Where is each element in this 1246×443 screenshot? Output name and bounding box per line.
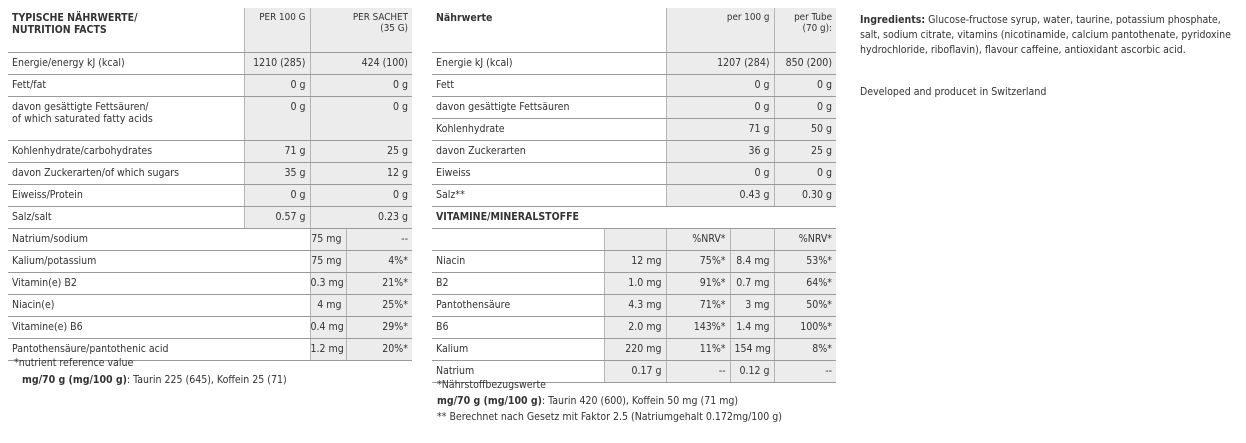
table-row: B2 1.0 mg 91%* 0.7 mg 64%* [432, 272, 836, 294]
table-row: Kohlenhydrate 71 g 50 g [432, 118, 836, 140]
table-row: Natrium 0.17 g -- 0.12 g -- [432, 360, 836, 382]
header-label: Nährwerte [432, 8, 666, 52]
table-row: Vitamin(e) B2 0.3 mg 21%* [8, 272, 412, 294]
table-row: Natrium/sodium 75 mg -- [8, 228, 412, 250]
ingredients-text: Ingredients: Glucose-fructose syrup, water, taurine, potassium phosphate, salt, sodium citrate, vitamins (nicotinamide, calcium pantothenate, pyridoxine hydrochloride, riboflavin), flavour caffeine, antioxidant ascorbic acid. [860, 14, 1231, 56]
table-row: Pantothensäure/pantothenic acid 1.2 mg 20%* [8, 338, 412, 360]
section-title-row [432, 206, 836, 228]
table-row: Niacin(e) 4 mg 25%* [8, 294, 412, 316]
nrv-header-100g: %NRV* [666, 228, 730, 250]
table-row: Salz/salt 0.57 g 0.23 g [8, 206, 412, 228]
table-row: Eiweiss/Protein 0 g 0 g [8, 184, 412, 206]
table-row: Kohlenhydrate/carbohydrates 71 g 25 g [8, 140, 412, 162]
nrv-header-tube: %NRV* [774, 228, 836, 250]
table-row: Pantothensäure 4.3 mg 71%* 3 mg 50%* [432, 294, 836, 316]
table-row: Energie/energy kJ (kcal) 1210 (285) 424 (100) [8, 52, 412, 74]
header-label: TYPISCHE NÄHRWERTE/ NUTRITION FACTS [8, 8, 244, 52]
table-row: Energie kJ (kcal) 1207 (284) 850 (200) [432, 52, 836, 74]
table-row: Salz** 0.43 g 0.30 g [432, 184, 836, 206]
table-row: Fett 0 g 0 g [432, 74, 836, 96]
developed-note: Developed and producet in Switzerland [860, 86, 1047, 98]
table-row: B6 2.0 mg 143%* 1.4 mg 100%* [432, 316, 836, 338]
table-row: Kalium 220 mg 11%* 154 mg 8%* [432, 338, 836, 360]
footnote-nrv: *Nährstoffbezugswerte [437, 379, 546, 391]
table-row: Kalium/potassium 75 mg 4%* [8, 250, 412, 272]
nutrition-table-sachet [8, 8, 412, 361]
table-row: Eiweiss 0 g 0 g [432, 162, 836, 184]
nutrition-table-tube [432, 8, 836, 383]
footnote-nrv: *nutrient reference value [14, 357, 134, 369]
header-per-sachet: PER SACHET (35 G) [310, 8, 412, 52]
table-row: davon gesättigte Fettsäuren/ of which saturated fatty acids 0 g 0 g [8, 96, 412, 140]
table-row: Vitamine(e) B6 0.4 mg 29%* [8, 316, 412, 338]
nrv-header-row [432, 228, 836, 250]
ingredients-title: Ingredients: [860, 14, 926, 26]
table-header [432, 8, 836, 52]
footnote-salt-calculation: ** Berechnet nach Gesetz mit Faktor 2.5 (Natriumgehalt 0.172mg/100 g) [437, 411, 782, 423]
table-row: davon Zuckerarten/of which sugars 35 g 12 g [8, 162, 412, 184]
section-title: VITAMINE/MINERALSTOFFE [432, 206, 836, 228]
table-row: davon gesättigte Fettsäuren 0 g 0 g [432, 96, 836, 118]
table-row: Niacin 12 mg 75%* 8.4 mg 53%* [432, 250, 836, 272]
table-row: davon Zuckerarten 36 g 25 g [432, 140, 836, 162]
footnote-taurin-koffein: mg/70 g (mg/100 g): Taurin 420 (600), Koffein 50 mg (71 mg) [437, 395, 739, 407]
header-per-100g: per 100 g [666, 8, 774, 52]
table-row: Fett/fat 0 g 0 g [8, 74, 412, 96]
table-header [8, 8, 412, 52]
header-per-tube: per Tube (70 g): [774, 8, 836, 52]
footnote-taurin-koffein: mg/70 g (mg/100 g): Taurin 225 (645), Koffein 25 (71) [22, 374, 287, 386]
header-per-100g: PER 100 G [244, 8, 310, 52]
